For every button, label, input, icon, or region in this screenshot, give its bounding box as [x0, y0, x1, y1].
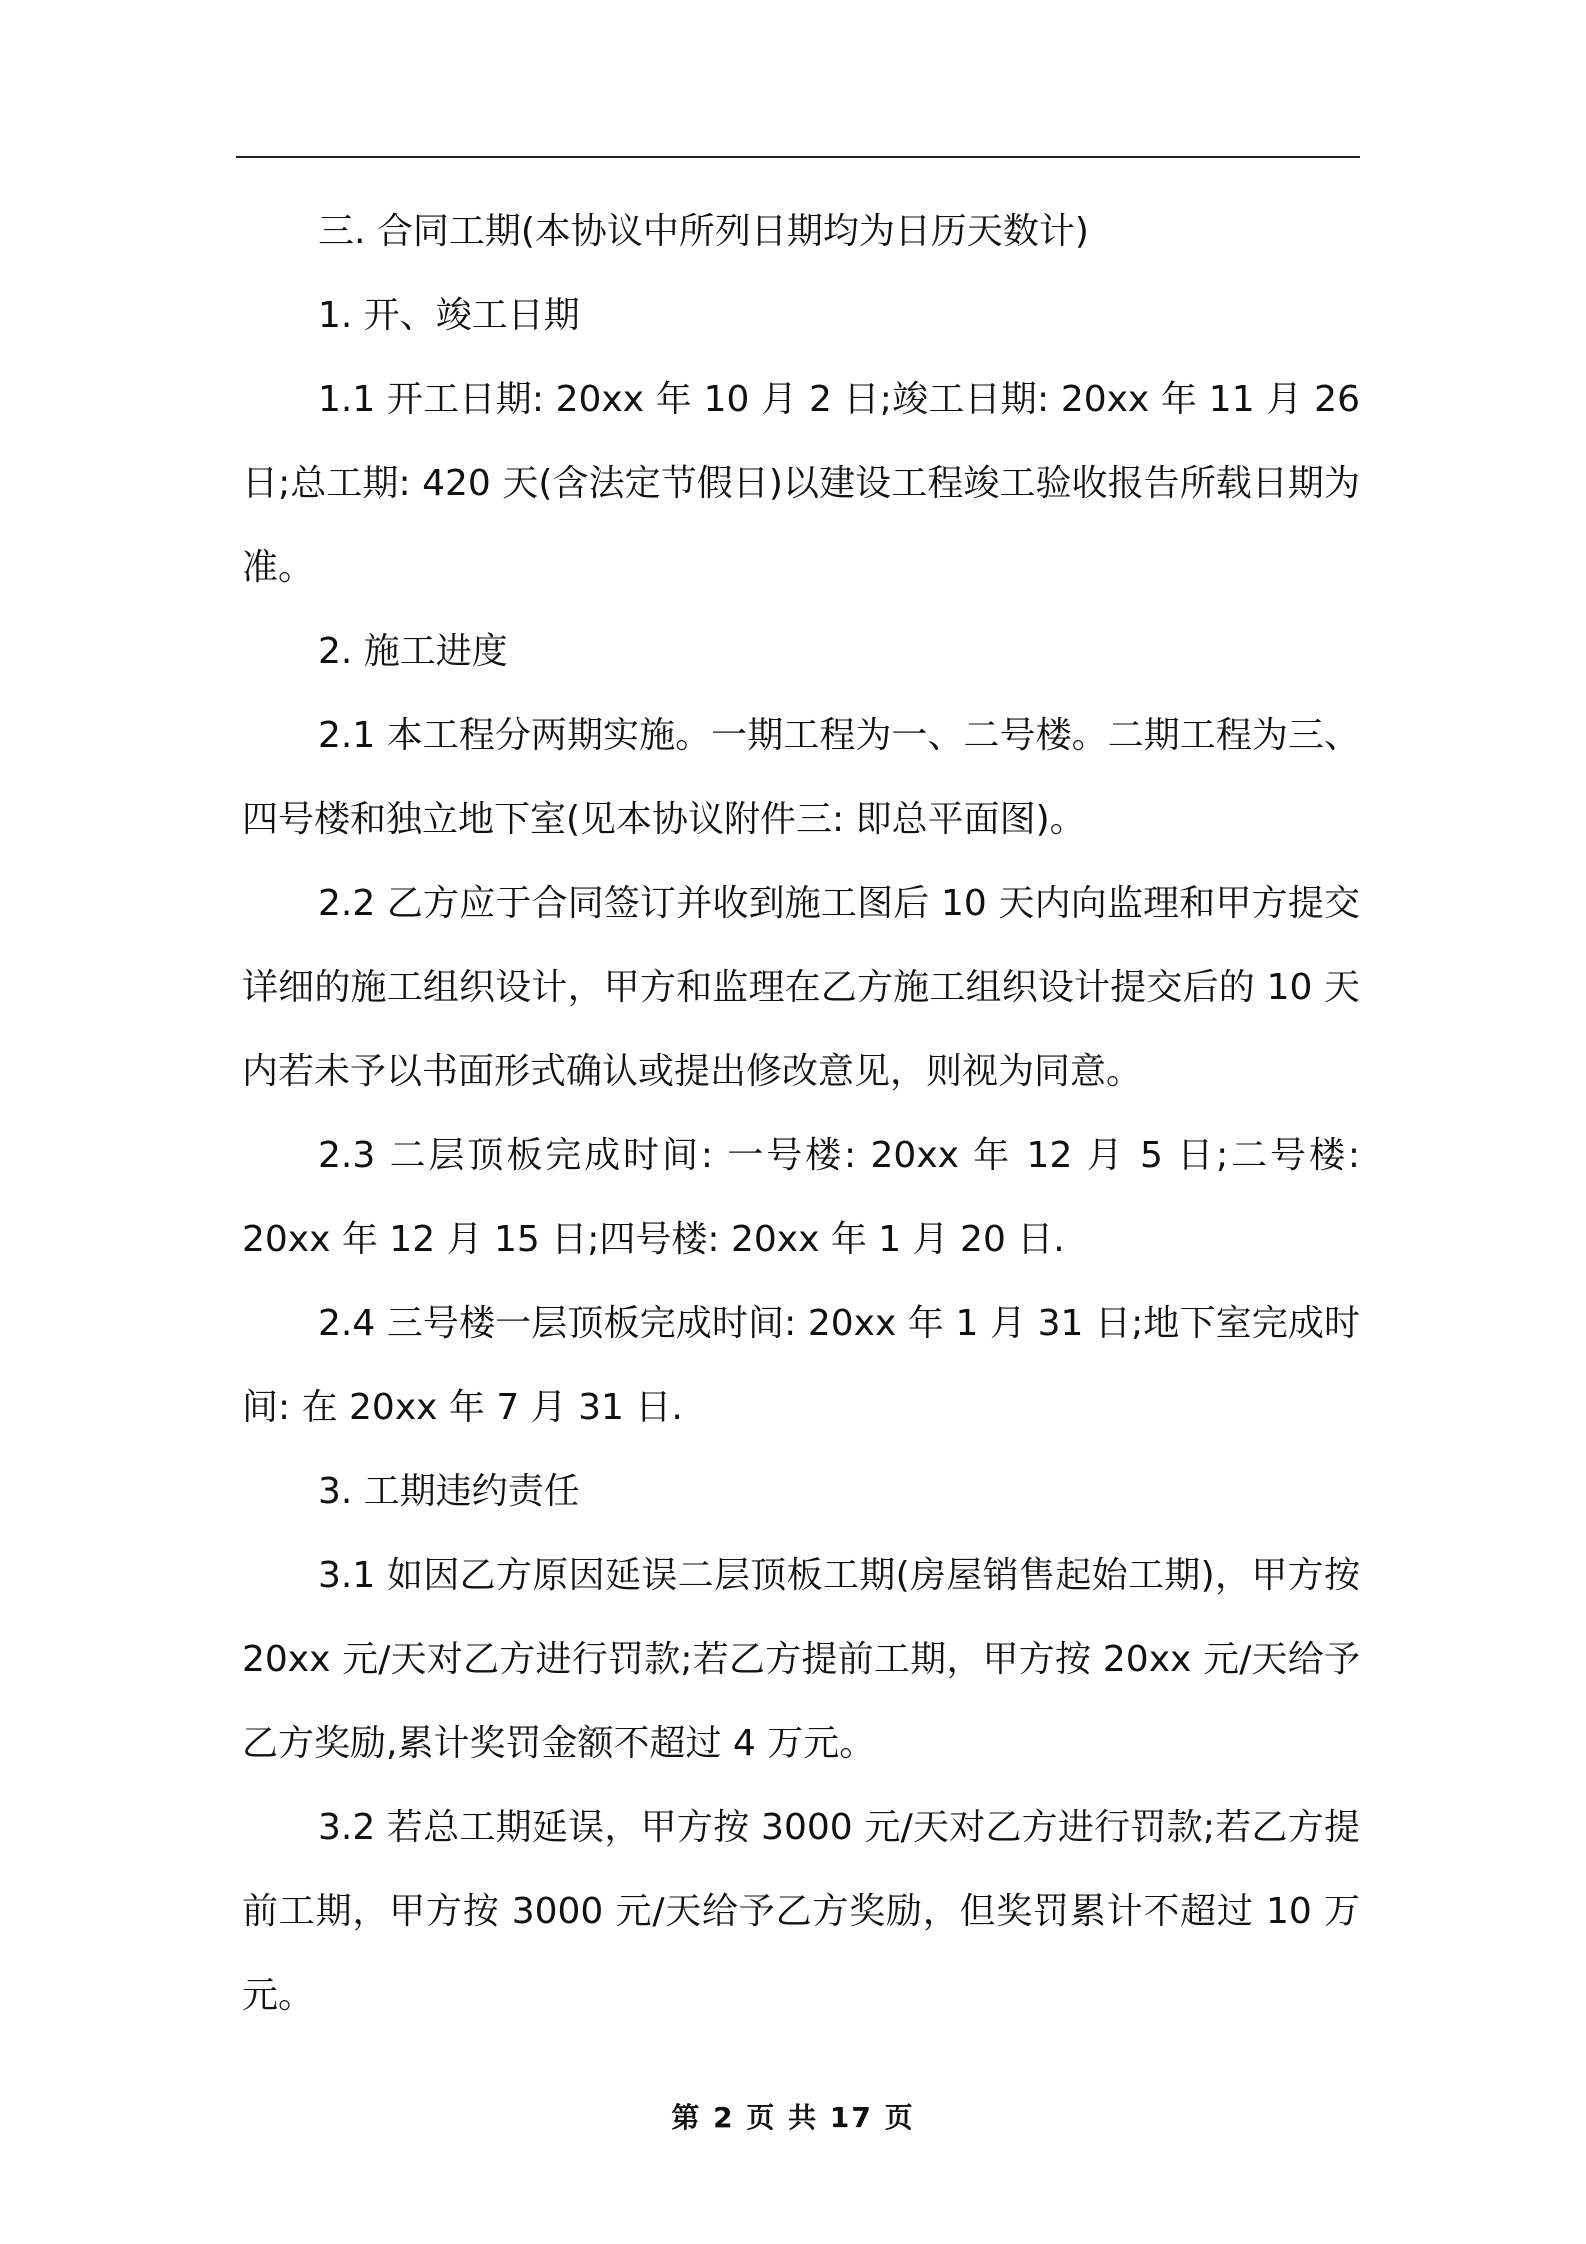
- subsection-heading-start-completion-dates: 1. 开、竣工日期: [318, 295, 580, 336]
- clause-2-2: 2.2 乙方应于合同签订并收到施工图后 10 天内向监理和甲方提交详细的施工组织设计，甲方和监理在乙方施工组织设计提交后的 10 天内若未予以书面形式确认或提出修改意见，则视为同意。: [242, 883, 1360, 1092]
- clause-3-1: 3.1 如因乙方原因延误二层顶板工期(房屋销售起始工期)，甲方按 20xx 元/天对乙方进行罚款;若乙方提前工期，甲方按 20xx 元/天给予乙方奖励,累计奖罚金额不超过 4 万元。: [242, 1555, 1360, 1764]
- clause-2-1: 2.1 本工程分两期实施。一期工程为一、二号楼。二期工程为三、四号楼和独立地下室(见本协议附件三: 即总平面图)。: [242, 715, 1360, 840]
- clause-2-3: 2.3 二层顶板完成时间: 一号楼: 20xx 年 12 月 5 日;二号楼: 20xx 年 12 月 15 日;四号楼: 20xx 年 1 月 20 日.: [242, 1135, 1360, 1260]
- subsection-heading-delay-liability: 3. 工期违约责任: [318, 1471, 580, 1512]
- clause-1-1: 1.1 开工日期: 20xx 年 10 月 2 日;竣工日期: 20xx 年 11 月 26 日;总工期: 420 天(含法定节假日)以建设工程竣工验收报告所载日期为准。: [242, 379, 1360, 588]
- subsection-heading-construction-progress: 2. 施工进度: [318, 631, 508, 672]
- clause-3-2: 3.2 若总工期延误，甲方按 3000 元/天对乙方进行罚款;若乙方提前工期，甲方按 3000 元/天给予乙方奖励，但奖罚累计不超过 10 万元。: [242, 1807, 1360, 2016]
- section-heading-contract-period: 三. 合同工期(本协议中所列日期均为日历天数计): [318, 211, 1089, 252]
- clause-2-4: 2.4 三号楼一层顶板完成时间: 20xx 年 1 月 31 日;地下室完成时间: 在 20xx 年 7 月 31 日.: [242, 1303, 1360, 1428]
- page-indicator: 第 2 页 共 17 页: [671, 2101, 915, 2134]
- header-rule: [236, 156, 1360, 158]
- document-body: [242, 190, 1360, 2038]
